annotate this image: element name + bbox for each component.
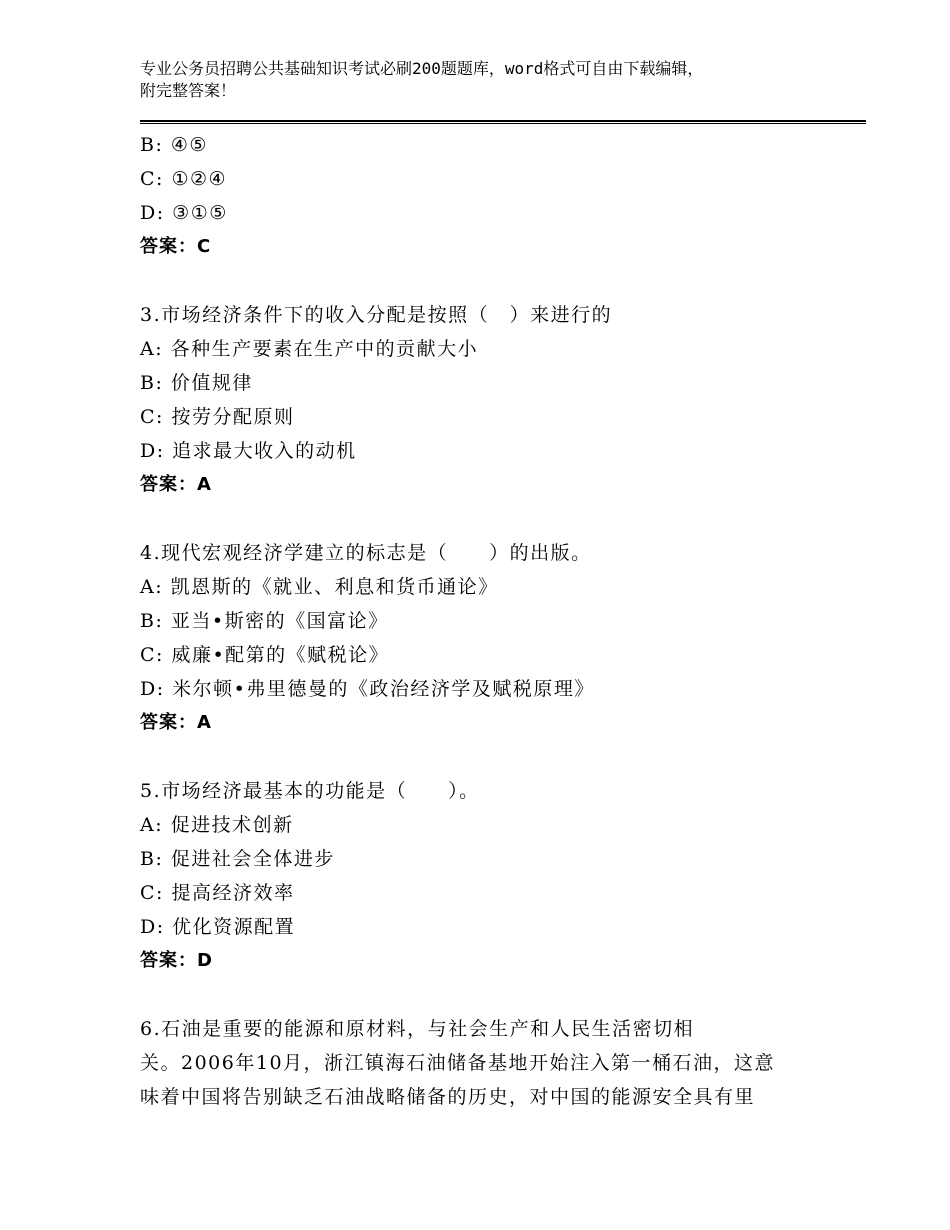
q4-option-d: D: 米尔顿•弗里德曼的《政治经济学及赋税原理》: [140, 678, 595, 700]
q3-answer: 答案：A: [140, 474, 212, 495]
q5-answer: 答案：D: [140, 950, 213, 971]
q3-option-b: B: 价值规律: [140, 372, 253, 394]
q4-option-a: A: 凯恩斯的《就业、利息和货币通论》: [140, 576, 499, 598]
question-content: [140, 128, 840, 1114]
q4-stem: 4.现代宏观经济学建立的标志是（ ）的出版。: [140, 542, 592, 564]
question-5: [140, 774, 840, 978]
q4-option-b: B: 亚当•斯密的《国富论》: [140, 610, 389, 632]
q5-option-d: D: 优化资源配置: [140, 916, 296, 938]
question-4: [140, 536, 840, 740]
page-header: [140, 58, 840, 102]
q3-option-a: A: 各种生产要素在生产中的贡献大小: [140, 338, 479, 360]
question-2-tail: [140, 128, 840, 264]
spacer: [140, 978, 840, 1012]
q6-line-1: 6.石油是重要的能源和原材料，与社会生产和人民生活密切相: [140, 1018, 695, 1040]
q2-answer: 答案：C: [140, 236, 212, 257]
q6-line-2: 关。2006年10月，浙江镇海石油储备基地开始注入第一桶石油，这意: [140, 1052, 776, 1074]
q3-option-d: D: 追求最大收入的动机: [140, 440, 357, 462]
spacer: [140, 740, 840, 774]
q4-option-c: C: 威廉•配第的《赋税论》: [140, 644, 390, 666]
q5-option-a: A: 促进技术创新: [140, 814, 294, 836]
question-6: [140, 1012, 830, 1114]
q3-stem: 3.市场经济条件下的收入分配是按照（ ）来进行的: [140, 304, 613, 326]
q3-option-c: C: 按劳分配原则: [140, 406, 295, 428]
q2-option-b: B: ④⑤: [140, 134, 208, 156]
q4-answer: 答案：A: [140, 712, 212, 733]
spacer: [140, 264, 840, 298]
q5-stem: 5.市场经济最基本的功能是（ ）。: [140, 780, 480, 802]
header-divider: [140, 120, 866, 124]
q2-option-c: C: ①②④: [140, 168, 228, 190]
header-line-2: 附完整答案！: [140, 81, 237, 100]
q5-option-b: B: 促进社会全体进步: [140, 848, 335, 870]
q6-line-3: 味着中国将告别缺乏石油战略储备的历史，对中国的能源安全具有里: [140, 1086, 756, 1108]
q5-option-c: C: 提高经济效率: [140, 882, 295, 904]
question-3: [140, 298, 840, 502]
q2-option-d: D: ③①⑤: [140, 202, 228, 224]
header-line-1: 专业公务员招聘公共基础知识考试必刷200题题库，word格式可自由下载编辑，: [140, 59, 704, 78]
spacer: [140, 502, 840, 536]
